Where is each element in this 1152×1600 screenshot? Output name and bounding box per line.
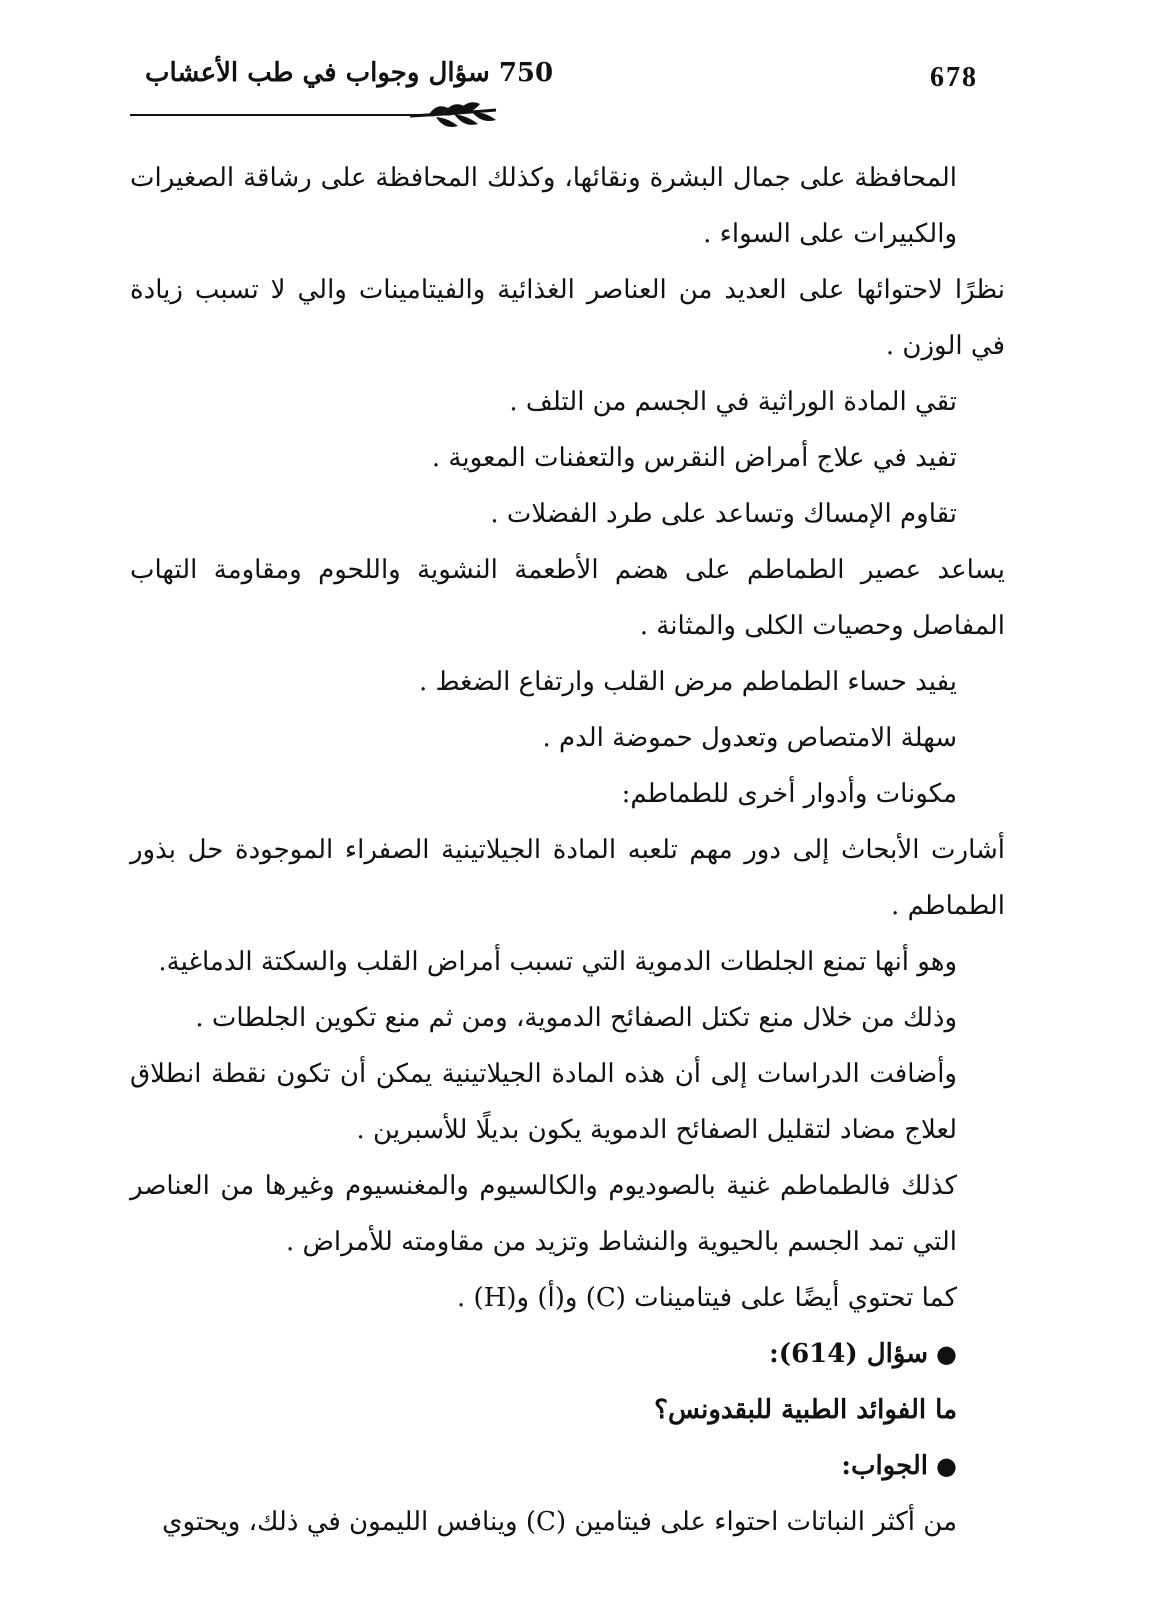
paragraph: وأضافت الدراسات إلى أن هذه المادة الجيلاتينية يمكن أن تكون نقطة انطلاق لعلاج مضاد لتقليل الصفائح الدموية يكون بديلًا للأسبرين . bbox=[130, 1059, 957, 1145]
section-heading: مكونات وأدوار أخرى للطماطم: bbox=[621, 779, 957, 809]
paragraph: يساعد عصير الطماطم على هضم الأطعمة النشوية واللحوم ومقاومة التهاب المفاصل وحصيات الكلى والمثانة . bbox=[130, 555, 1005, 641]
paragraph: تقاوم الإمساك وتساعد على طرد الفضلات . bbox=[490, 499, 957, 529]
answer-label-line bbox=[130, 1438, 1005, 1494]
paragraph: وهو أنها تمنع الجلطات الدموية التي تسبب أمراض القلب والسكتة الدماغية. bbox=[158, 947, 957, 977]
paragraph: سهلة الامتصاص وتعدول حموضة الدم . bbox=[542, 723, 957, 753]
paragraph: تفيد في علاج أمراض النقرس والتعفنات المعوية . bbox=[431, 443, 957, 473]
question-label: سؤال (614): bbox=[769, 1339, 929, 1369]
question-text: ما الفوائد الطبية للبقدونس؟ bbox=[654, 1395, 957, 1425]
paragraph: كذلك فالطماطم غنية بالصوديوم والكالسيوم والمغنسيوم وغيرها من العناصر التي تمد الجسم بالحيوية والنشاط وتزيد من مقاومته للأمراض . bbox=[130, 1171, 957, 1257]
question-label-line bbox=[130, 1326, 1005, 1382]
paragraph: نظرًا لاحتوائها على العديد من العناصر الغذائية والفيتامينات والي لا تسبب زيادة في الوزن . bbox=[130, 275, 1005, 361]
paragraph: يفيد حساء الطماطم مرض القلب وارتفاع الضغط . bbox=[418, 667, 957, 697]
answer-text: من أكثر النباتات احتواء على فيتامين (C) وينافس الليمون في ذلك، ويحتوي bbox=[162, 1507, 957, 1537]
apple-bullet-icon: ● bbox=[936, 1451, 957, 1480]
paragraph: كما تحتوي أيضًا على فيتامينات (C) و(أ) و(H) . bbox=[457, 1283, 957, 1313]
leaf-branch-icon bbox=[408, 98, 503, 134]
answer-label: الجواب: bbox=[841, 1451, 929, 1481]
apple-bullet-icon: ● bbox=[936, 1339, 957, 1368]
page-number: 678 bbox=[930, 62, 978, 93]
header-rule bbox=[130, 114, 420, 116]
paragraph: أشارت الأبحاث إلى دور مهم تلعبه المادة الجيلاتينية الصفراء الموجودة حل بذور الطماطم . bbox=[130, 835, 1005, 921]
paragraph: المحافظة على جمال البشرة ونقائها، وكذلك المحافظة على رشاقة الصغيرات والكبيرات على السواء . bbox=[130, 163, 957, 249]
paragraph: وذلك من خلال منع تكتل الصفائح الدموية، ومن ثم منع تكوين الجلطات . bbox=[195, 1003, 957, 1033]
page-body bbox=[130, 150, 1005, 1550]
book-title: 750 سؤال وجواب في طب الأعشاب bbox=[145, 58, 554, 88]
paragraph: تقي المادة الوراثية في الجسم من التلف . bbox=[509, 387, 957, 417]
